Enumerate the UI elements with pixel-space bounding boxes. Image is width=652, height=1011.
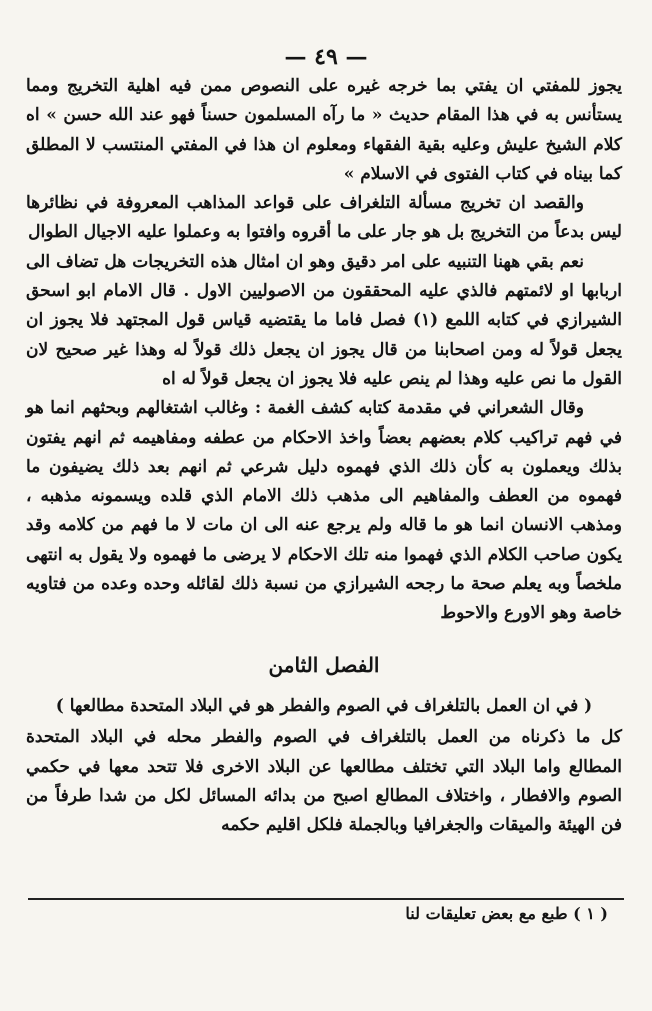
page-number: — ٤٩ — — [284, 44, 368, 70]
footnote-divider — [28, 898, 624, 900]
paragraph-telegraph-takhrij: والقصد ان تخريج مسألة التلغراف على قواعد المذاهب المعروفة في نظائرها ليس بدعاً من التخريج بل هو جار على ما أقروه وافتوا به وعملوا عليه الاجيال الطوال — [26, 193, 622, 243]
page-body — [26, 72, 622, 840]
section-heading: الفصل الثامن — [268, 652, 380, 677]
footnote: ( ١ ) طبع مع بعض تعليقات لنا — [405, 904, 608, 923]
paragraph-attribution: نعم بقي ههنا التنبيه على امر دقيق وهو ان امثال هذه التخريجات هل تضاف الى اربابها او لائمتهم فالذي عليه المحققون من الاصوليين الاول . قال الامام ابو اسحق الشيرازي في كتابه اللمع (١) فصل فاما ما يقتضيه قياس قول المجتهد فلا يجوز ان يجعل قولاً له ومن اصحابنا من قال يجوز ان يجعل ذلك قولاً له وهذا غير صحيح لان القول ما نص عليه وهذا لم ينص عليه فلا يجوز ان يجعل قولاً له اه — [26, 251, 622, 389]
paragraph-matali: كل ما ذكرناه من العمل بالتلغراف في الصوم والفطر محله في البلاد المتحدة المطالع واما البلاد التي تختلف مطالعها عن البلاد الاخرى فلا تتحد معها في حكمي الصوم والافطار ، واختلاف المطالع اصبح من بدائه المسائل لكل من شدا طرفاً من فن الهيئة والميقات والجغرافيا وبالجملة فلكل اقليم حكمه — [26, 727, 622, 836]
paragraph-sharani-quote: وقال الشعراني في مقدمة كتابه كشف الغمة : وغالب اشتغالهم وبحثهم انما هو في فهم تراكيب كلام بعضهم بعضاً واخذ الاحكام من عطفه ومفاهيمه ثم انهم يفتون بذلك ويعملون به كأن ذلك الذي فهموه دليل شرعي ثم انهم بعد ذلك يضيفون ما فهموه من العطف والمفاهيم الى مذهب ذلك الامام الذي قلده ويسمونه مذهبه ، ومذهب الانسان انما هو ما قاله ولم يرجع عنه الى ان مات لا ما فهم من كلامه وقد يكون صاحب الكلام الذي فهموا منه تلك الاحكام لا يرضى ما فهموه ولا يقول به انتهى ملخصاً وبه يعلم صحة ما رجحه الشيرازي من نسبة ذلك لقائله وحده وعده من فتاويه خاصة وهو الاورع والاحوط — [26, 398, 622, 624]
section-subheading: ( في ان العمل بالتلغراف في الصوم والفطر هو في البلاد المتحدة مطالعها ) — [55, 695, 593, 716]
paragraph-continuation: يجوز للمفتي ان يفتي بما خرجه غيره على النصوص ممن فيه اهلية التخريج ومما يستأنس به في هذا المقام حديث « ما رآه المسلمون حسناً فهو عند الله حسن » اه كلام الشيخ عليش وعليه بقية الفقهاء ومعلوم ان هذا في المفتي المنتسب لا المطلق كما بيناه في كتاب الفتوى في الاسلام » — [26, 76, 622, 184]
